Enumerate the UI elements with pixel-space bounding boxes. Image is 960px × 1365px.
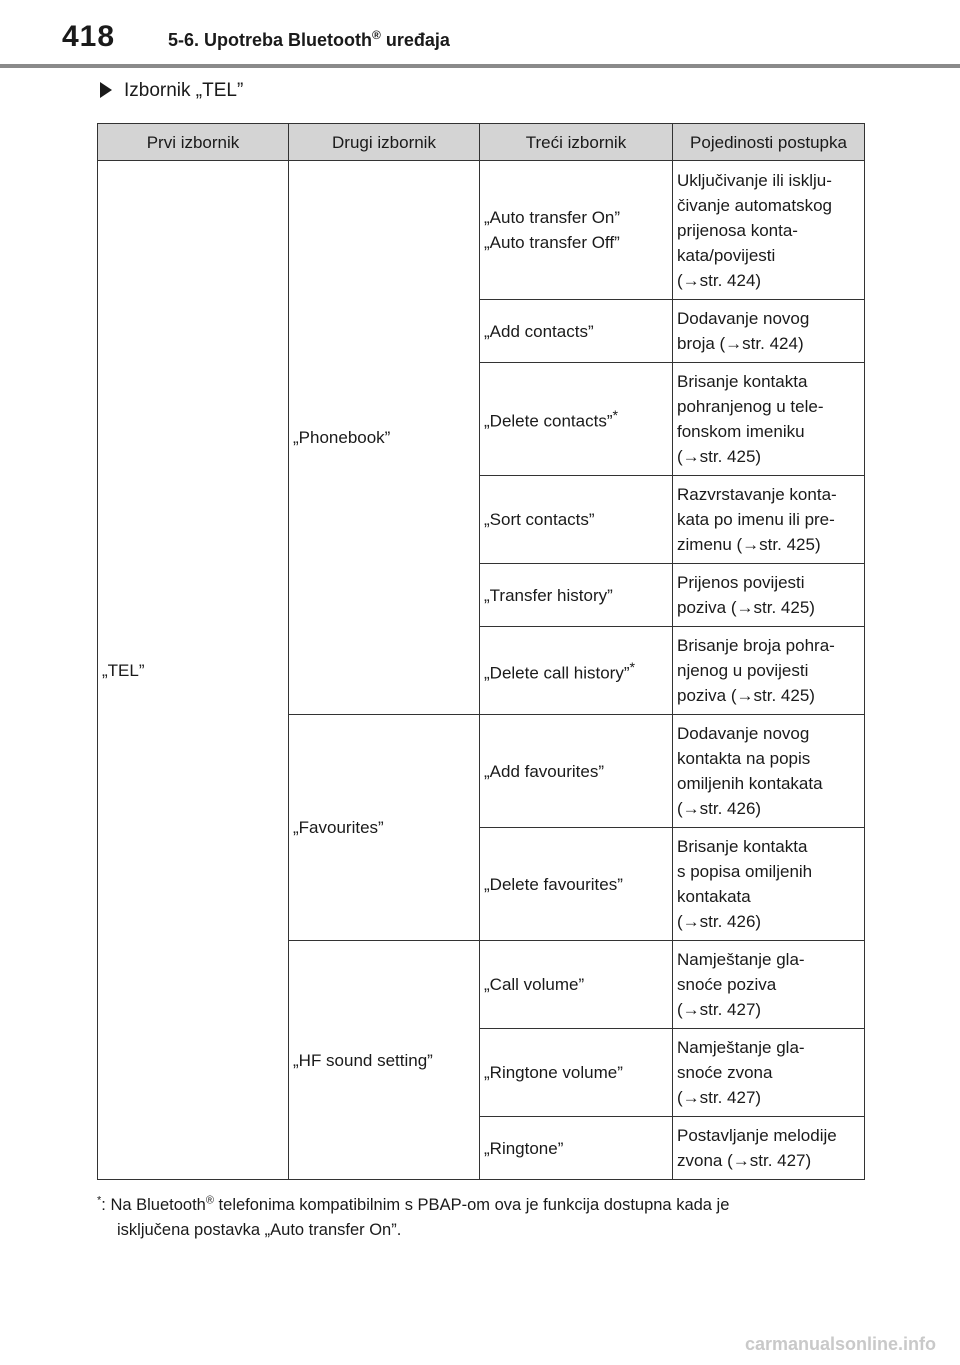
footnote-mark: * [612, 408, 619, 425]
detail-cell: Dodavanje novog broja (→str. 424) [673, 300, 865, 363]
detail-cell: Brisanje kontakta pohranjenog u tele- fonskom imeniku (→str. 425) [673, 363, 865, 476]
triangle-bullet-icon [100, 82, 112, 98]
third-menu-label: „Delete call history” [484, 663, 630, 683]
second-menu-cell: „Phonebook” [289, 161, 480, 715]
footnote-text: telefonima kompatibilnim s PBAP-om ova je funkcija dostupna kada je [213, 1196, 730, 1214]
section-title [168, 30, 450, 51]
third-menu-cell: „Delete favourites” [480, 828, 673, 941]
registered-mark: ® [205, 1194, 214, 1207]
third-menu-cell: „Auto transfer On” „Auto transfer Off” [480, 161, 673, 300]
footnote [97, 1193, 867, 1243]
page-number: 418 [62, 20, 116, 53]
third-menu-cell: „Sort contacts” [480, 476, 673, 564]
third-menu-cell: „Transfer history” [480, 564, 673, 627]
registered-mark: ® [372, 28, 381, 42]
detail-cell: Postavljanje melodije zvona (→str. 427) [673, 1117, 865, 1180]
footnote-line [97, 1193, 867, 1218]
subsection-heading [100, 80, 243, 102]
third-menu-cell [480, 627, 673, 715]
detail-cell: Uključivanje ili isklju- čivanje automatskog prijenosa konta- kata/povijesti (→str. 424) [673, 161, 865, 300]
column-header: Prvi izbornik [98, 124, 289, 161]
first-menu-cell: „TEL” [98, 161, 289, 1180]
footnote-text: : Na Bluetooth [101, 1196, 206, 1214]
table-header-row [98, 124, 865, 161]
subsection-title: Izbornik „TEL” [124, 80, 244, 101]
column-header: Pojedinosti postupka [673, 124, 865, 161]
section-title-text: 5-6. Upotreba Bluetooth [168, 30, 373, 50]
detail-cell: Namještanje gla- snoće zvona (→str. 427) [673, 1029, 865, 1117]
page-header [0, 0, 960, 70]
detail-cell: Brisanje broja pohra- njenog u povijesti poziva (→str. 425) [673, 627, 865, 715]
column-header: Treći izbornik [480, 124, 673, 161]
menu-table [97, 123, 865, 1180]
detail-cell: Brisanje kontakta s popisa omiljenih kontakata (→str. 426) [673, 828, 865, 941]
second-menu-cell: „HF sound setting” [289, 941, 480, 1180]
column-header: Drugi izbornik [289, 124, 480, 161]
header-divider [0, 64, 960, 68]
watermark: carmanualsonline.info [745, 1334, 937, 1354]
footnote-mark: * [97, 1194, 102, 1207]
third-menu-cell: „Ringtone” [480, 1117, 673, 1180]
third-menu-cell: „Ringtone volume” [480, 1029, 673, 1117]
detail-cell: Dodavanje novog kontakta na popis omiljenih kontakata (→str. 426) [673, 715, 865, 828]
footnote-line: isključena postavka „Auto transfer On”. [117, 1221, 402, 1239]
detail-cell: Razvrstavanje konta- kata po imenu ili pre- zimenu (→str. 425) [673, 476, 865, 564]
third-menu-cell [480, 363, 673, 476]
second-menu-cell: „Favourites” [289, 715, 480, 941]
table-row [98, 161, 865, 300]
third-menu-cell: „Add contacts” [480, 300, 673, 363]
third-menu-cell: „Add favourites” [480, 715, 673, 828]
section-title-suffix: uređaja [380, 30, 450, 50]
third-menu-cell: „Call volume” [480, 941, 673, 1029]
footnote-mark: * [629, 659, 636, 676]
detail-cell: Namještanje gla- snoće poziva (→str. 427) [673, 941, 865, 1029]
detail-cell: Prijenos povijesti poziva (→str. 425) [673, 564, 865, 627]
third-menu-label: „Delete contacts” [484, 411, 613, 431]
